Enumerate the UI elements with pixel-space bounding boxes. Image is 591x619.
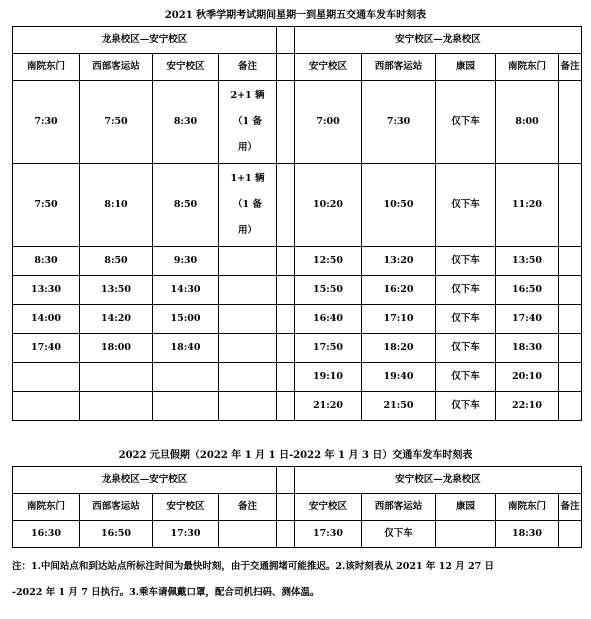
col-header: 备注 (559, 54, 582, 81)
divider-cell (277, 363, 295, 392)
time-cell: 7:50 (13, 164, 80, 247)
col-header: 安宁校区 (295, 54, 362, 81)
note-cell (559, 164, 582, 247)
table-row (13, 276, 582, 305)
time-cell: 仅下车 (436, 276, 496, 305)
note-cell (559, 276, 582, 305)
col-header: 西部客运站 (362, 54, 436, 81)
time-cell: 8:30 (153, 81, 219, 164)
col-header: 安宁校区 (295, 494, 362, 521)
col-header: 备注 (559, 494, 582, 521)
time-cell: 11:20 (496, 164, 559, 247)
time-cell: 仅下车 (436, 363, 496, 392)
schedule-table-weekday (12, 26, 582, 421)
note-cell (219, 305, 277, 334)
time-cell: 7:30 (13, 81, 80, 164)
time-cell (13, 363, 80, 392)
table1-title: 2021 秋季学期考试期间星期一到星期五交通车发车时刻表 (164, 10, 427, 21)
time-cell: 14:30 (153, 276, 219, 305)
time-cell: 18:20 (362, 334, 436, 363)
table-row (13, 363, 582, 392)
time-cell: 18:30 (496, 334, 559, 363)
time-cell (80, 363, 153, 392)
divider-cell (277, 164, 295, 247)
time-cell: 10:20 (295, 164, 362, 247)
col-header: 康园 (436, 494, 496, 521)
time-cell: 8:30 (13, 247, 80, 276)
note-cell (559, 305, 582, 334)
route-header-right: 安宁校区—龙泉校区 (295, 27, 582, 54)
time-cell: 22:10 (496, 392, 559, 421)
time-cell: 15:00 (153, 305, 219, 334)
time-cell: 15:50 (295, 276, 362, 305)
time-cell: 仅下车 (436, 392, 496, 421)
divider-cell (277, 467, 295, 494)
time-cell: 13:50 (80, 276, 153, 305)
col-header: 西部客运站 (80, 494, 153, 521)
time-cell: 16:20 (362, 276, 436, 305)
time-cell: 18:00 (80, 334, 153, 363)
divider-cell (277, 305, 295, 334)
note-cell (219, 392, 277, 421)
note-cell (219, 276, 277, 305)
divider-cell (277, 81, 295, 164)
divider-cell (277, 276, 295, 305)
schedule-table-holiday (12, 466, 582, 548)
note-line: 用） (238, 142, 258, 153)
table-row (13, 247, 582, 276)
note-line: （1 备 (233, 199, 262, 210)
note-cell (559, 81, 582, 164)
time-cell: 19:40 (362, 363, 436, 392)
time-cell: 8:00 (496, 81, 559, 164)
col-header: 南院东门 (13, 54, 80, 81)
time-cell (436, 521, 496, 548)
table-row (13, 164, 582, 247)
time-cell: 仅下车 (436, 334, 496, 363)
note-cell (559, 521, 582, 548)
col-header: 南院东门 (496, 494, 559, 521)
note-cell (219, 363, 277, 392)
time-cell: 仅下车 (436, 164, 496, 247)
col-header: 西部客运站 (80, 54, 153, 81)
note-line: （1 备 (233, 116, 262, 127)
time-cell (153, 392, 219, 421)
divider-cell (277, 247, 295, 276)
divider-cell (277, 392, 295, 421)
divider-cell (277, 54, 295, 81)
time-cell: 16:40 (295, 305, 362, 334)
time-cell: 17:50 (295, 334, 362, 363)
note-cell (219, 164, 277, 247)
table-row (13, 305, 582, 334)
time-cell (80, 392, 153, 421)
divider-cell (277, 521, 295, 548)
divider-cell (277, 334, 295, 363)
footer-note-line2: -2022 年 1 月 7 日执行。3.乘车请佩戴口罩，配合司机扫码、测体温。 (12, 587, 320, 598)
time-cell: 21:50 (362, 392, 436, 421)
note-cell (219, 334, 277, 363)
route-header-right: 安宁校区—龙泉校区 (295, 467, 582, 494)
route-header-left: 龙泉校区—安宁校区 (13, 27, 277, 54)
time-cell: 17:30 (295, 521, 362, 548)
time-cell: 12:50 (295, 247, 362, 276)
time-cell: 7:50 (80, 81, 153, 164)
time-cell: 17:30 (153, 521, 219, 548)
time-cell: 17:40 (496, 305, 559, 334)
footer-note-line1: 注：1.中间站点和到达站点所标注时间为最快时刻，由于交通拥堵可能推迟。2.该时刻表从 2021 年 12 月 27 日 (12, 561, 495, 572)
time-cell: 8:50 (80, 247, 153, 276)
col-header: 备注 (219, 54, 277, 81)
time-cell: 18:40 (153, 334, 219, 363)
col-header: 南院东门 (496, 54, 559, 81)
route-header-left: 龙泉校区—安宁校区 (13, 467, 277, 494)
time-cell: 仅下车 (436, 247, 496, 276)
time-cell: 8:50 (153, 164, 219, 247)
time-cell: 仅下车 (436, 305, 496, 334)
time-cell: 10:50 (362, 164, 436, 247)
time-cell: 仅下车 (436, 81, 496, 164)
time-cell: 16:50 (496, 276, 559, 305)
time-cell: 19:10 (295, 363, 362, 392)
col-header: 安宁校区 (153, 494, 219, 521)
time-cell: 7:00 (295, 81, 362, 164)
time-cell: 16:30 (13, 521, 80, 548)
time-cell: 14:00 (13, 305, 80, 334)
note-cell (559, 363, 582, 392)
time-cell: 21:20 (295, 392, 362, 421)
time-cell: 7:30 (362, 81, 436, 164)
time-cell: 8:10 (80, 164, 153, 247)
time-cell: 18:30 (496, 521, 559, 548)
divider-cell (277, 494, 295, 521)
time-cell (13, 392, 80, 421)
col-header: 备注 (219, 494, 277, 521)
note-cell (559, 247, 582, 276)
time-cell: 13:20 (362, 247, 436, 276)
table-row (13, 81, 582, 164)
col-header: 康园 (436, 54, 496, 81)
note-line: 用） (238, 225, 258, 236)
note-line: 1+1 辆 (230, 173, 265, 184)
table-row (13, 392, 582, 421)
time-cell: 17:40 (13, 334, 80, 363)
time-cell: 仅下车 (362, 521, 436, 548)
note-cell (219, 247, 277, 276)
time-cell: 16:50 (80, 521, 153, 548)
time-cell: 9:30 (153, 247, 219, 276)
col-header: 安宁校区 (153, 54, 219, 81)
time-cell: 17:10 (362, 305, 436, 334)
time-cell: 20:10 (496, 363, 559, 392)
time-cell: 14:20 (80, 305, 153, 334)
note-cell (219, 521, 277, 548)
table-row (13, 334, 582, 363)
col-header: 南院东门 (13, 494, 80, 521)
note-cell (559, 392, 582, 421)
note-line: 2+1 辆 (230, 90, 265, 101)
time-cell: 13:50 (496, 247, 559, 276)
col-header: 西部客运站 (362, 494, 436, 521)
note-cell (559, 334, 582, 363)
divider-cell (277, 27, 295, 54)
table2-title: 2022 元旦假期（2022 年 1 月 1 日-2022 年 1 月 3 日）交通车发车时刻表 (118, 450, 473, 461)
note-cell (219, 81, 277, 164)
time-cell: 13:30 (13, 276, 80, 305)
time-cell (153, 363, 219, 392)
table-row (13, 521, 582, 548)
